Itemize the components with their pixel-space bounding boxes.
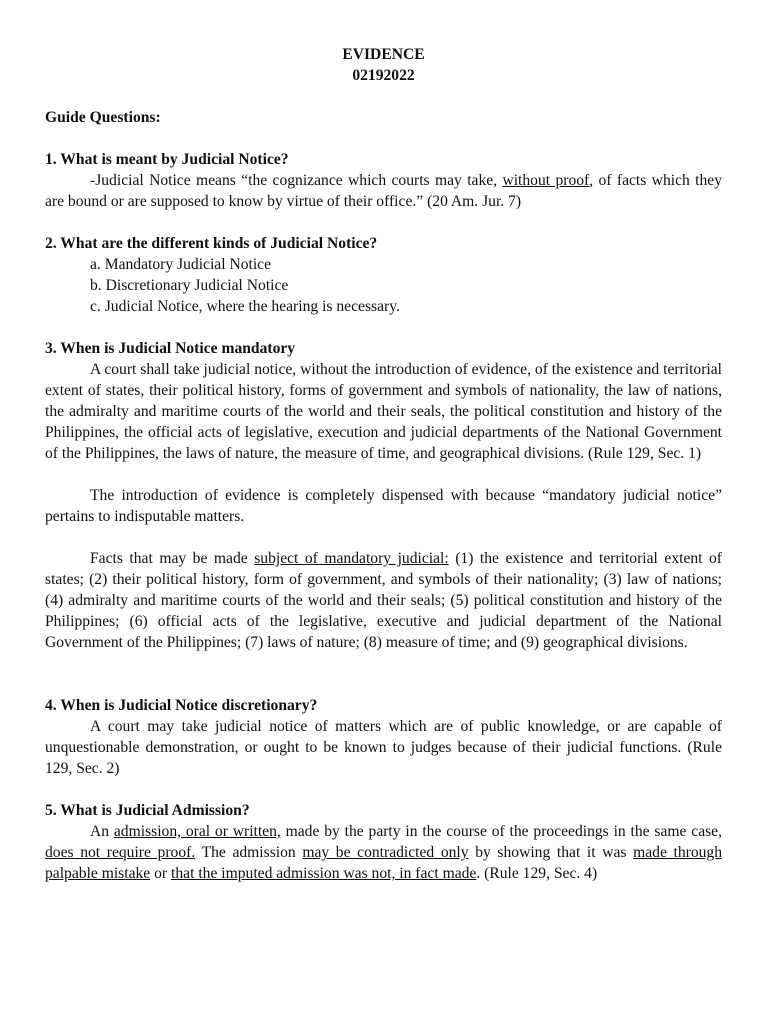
answer-4: A court may take judicial notice of matters which are of public knowledge, or are capable of unquestionable demonstration, or ought to be known to judges because of their judicial functions. (Rule 129, Sec. 2) (45, 718, 722, 777)
list-item: a. Mandatory Judicial Notice (90, 256, 272, 273)
document-title: EVIDENCE (342, 46, 425, 63)
question-5: 5. What is Judicial Admission? (45, 802, 250, 819)
question-2: 2. What are the different kinds of Judicial Notice? (45, 235, 378, 252)
underlined-phrase: subject of mandatory judicial: (254, 550, 449, 567)
list-item: b. Discretionary Judicial Notice (90, 277, 289, 294)
document-page (45, 44, 722, 884)
answer-1: -Judicial Notice means “the cognizance which courts may take, without proof, of facts which they are bound or are supposed to know by virtue of their office.” (20 Am. Jur. 7) (45, 172, 723, 210)
underlined-phrase: may be contradicted only (302, 844, 469, 861)
list-item: c. Judicial Notice, where the hearing is necessary. (90, 298, 400, 315)
document-date: 02192022 (352, 67, 415, 84)
answer-3-paragraph-3: Facts that may be made subject of mandatory judicial: (1) the existence and territorial extent of states; (2) their political history, form of government, and symbols of their nationality; (3) law of nations; (4) admiralty and maritime courts of the world and their seals; (5) political constitution and history of the Philippines; (6) official acts of the legislative, executive and judicial department of the National Government of the Philippines; (7) laws of nature; (8) measure of time; and (9) geographical divisions. (45, 550, 722, 651)
underlined-phrase: without proof (502, 172, 590, 189)
question-3: 3. When is Judicial Notice mandatory (45, 340, 296, 357)
answer-3-paragraph-2: The introduction of evidence is completely dispensed with because “mandatory judicial notice” pertains to indisputable matters. (45, 487, 722, 525)
underlined-phrase: that the imputed admission was not, in fact made (171, 865, 477, 882)
underlined-phrase: does not require proof. (45, 844, 196, 861)
answer-3-paragraph-1: A court shall take judicial notice, without the introduction of evidence, of the existence and territorial extent of states, their political history, forms of government and symbols of nationality, the law of nations, the admiralty and maritime courts of the world and their seals, the political constitution and history of the Philippines, the official acts of legislative, execution and judicial departments of the National Government of the Philippines, the laws of nature, the measure of time, and geographical divisions. (Rule 129, Sec. 1) (45, 361, 722, 462)
answer-5: An admission, oral or written, made by the party in the course of the proceedings in the same case, does not require proof. The admission may be contradicted only by showing that it was made through palpable mistake or that the imputed admission was not, in fact made. (Rule 129, Sec. 4) (45, 823, 723, 882)
guide-questions-heading: Guide Questions: (45, 109, 161, 126)
question-1: 1. What is meant by Judicial Notice? (45, 151, 289, 168)
question-4: 4. When is Judicial Notice discretionary? (45, 697, 318, 714)
underlined-phrase: admission, oral or written, (113, 823, 281, 840)
underlined-phrase: made through palpable mistake (45, 844, 723, 882)
